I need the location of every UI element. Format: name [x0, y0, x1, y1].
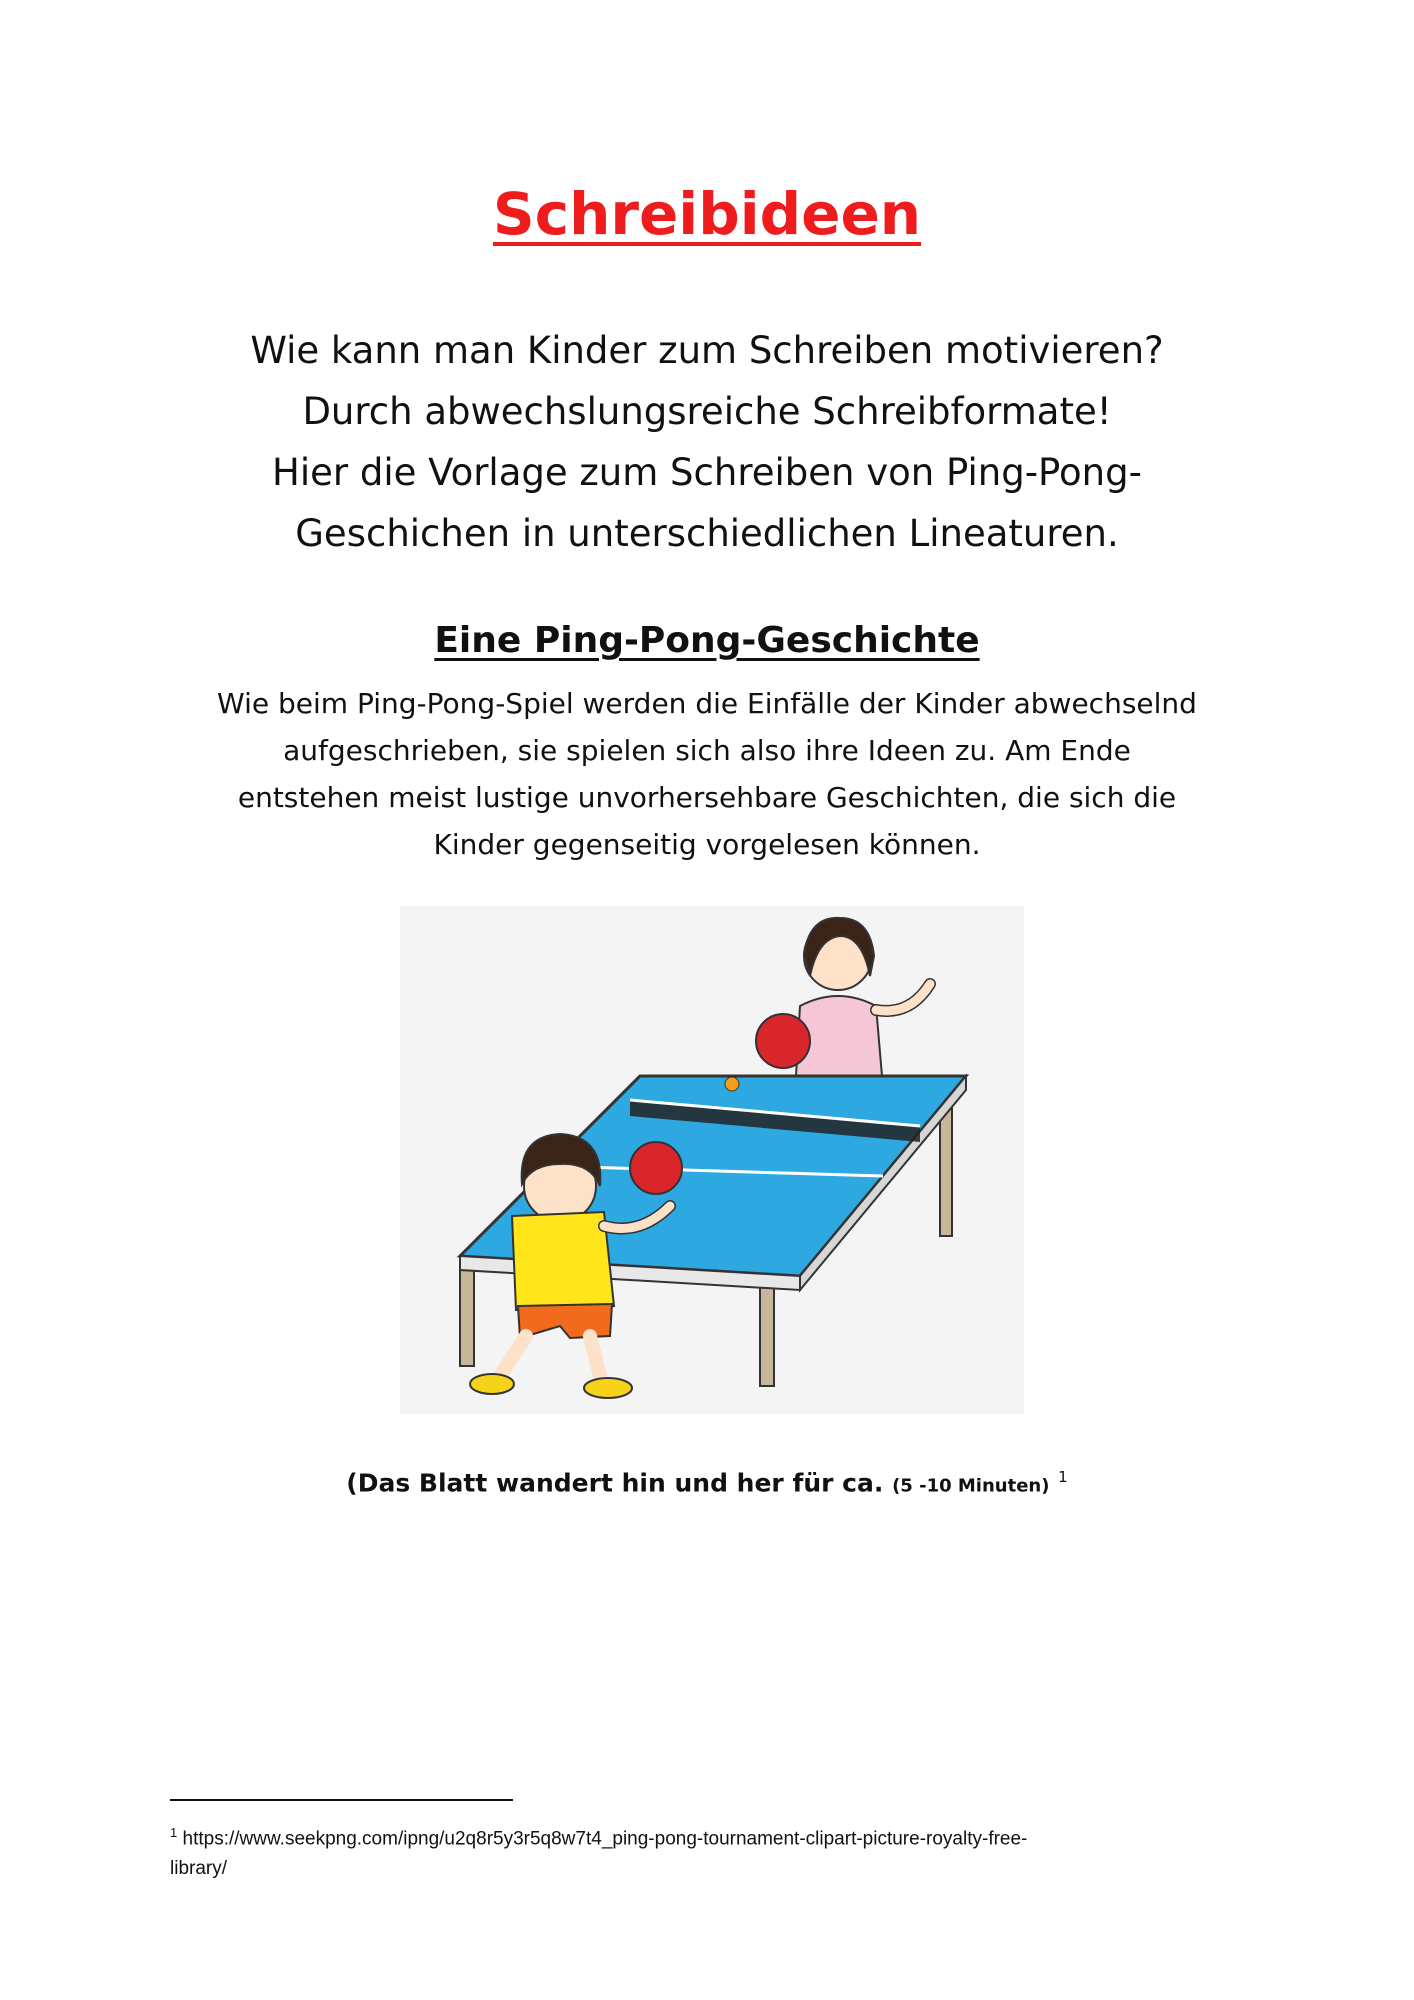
intro-line: Wie kann man Kinder zum Schreiben motivieren?: [250, 329, 1164, 372]
footnote-reference: 1: [1058, 1468, 1068, 1486]
body-line: entstehen meist lustige unvorhersehbare Geschichten, die sich die: [237, 781, 1177, 814]
footnote-number: 1: [170, 1825, 178, 1840]
footnote-divider: [170, 1799, 513, 1801]
ping-pong-children-icon: [400, 906, 1024, 1414]
caption-main: (Das Blatt wandert hin und her für ca.: [346, 1468, 884, 1498]
intro-line: Hier die Vorlage zum Schreiben von Ping-Pong-: [272, 451, 1142, 494]
intro-line: Geschichen in unterschiedlichen Lineaturen.: [295, 512, 1119, 555]
section-body: [0, 680, 1414, 868]
page-title: Schreibideen: [492, 180, 922, 248]
caption-duration: (5 -10 Minuten): [892, 1475, 1050, 1497]
footnote-link[interactable]: https://www.seekpng.com/ipng/u2q8r5y3r5q8w7t4_ping-pong-tournament-clipart-picture-royalty-free-: [182, 1828, 1028, 1850]
footnote-link-continued[interactable]: library/: [170, 1858, 228, 1880]
body-line: aufgeschrieben, sie spielen sich also ihre Ideen zu. Am Ende: [283, 734, 1131, 767]
ping-pong-illustration: [400, 906, 1024, 1414]
intro-line: Durch abwechslungsreiche Schreibformate!: [302, 390, 1112, 433]
footnote: [170, 1818, 1230, 1884]
body-line: Kinder gegenseitig vorgelesen können.: [433, 828, 981, 861]
caption: [0, 1468, 1414, 1497]
intro-text: [0, 320, 1414, 564]
body-line: Wie beim Ping-Pong-Spiel werden die Einfälle der Kinder abwechselnd: [217, 687, 1197, 720]
section-heading: Eine Ping-Pong-Geschichte: [434, 620, 980, 661]
